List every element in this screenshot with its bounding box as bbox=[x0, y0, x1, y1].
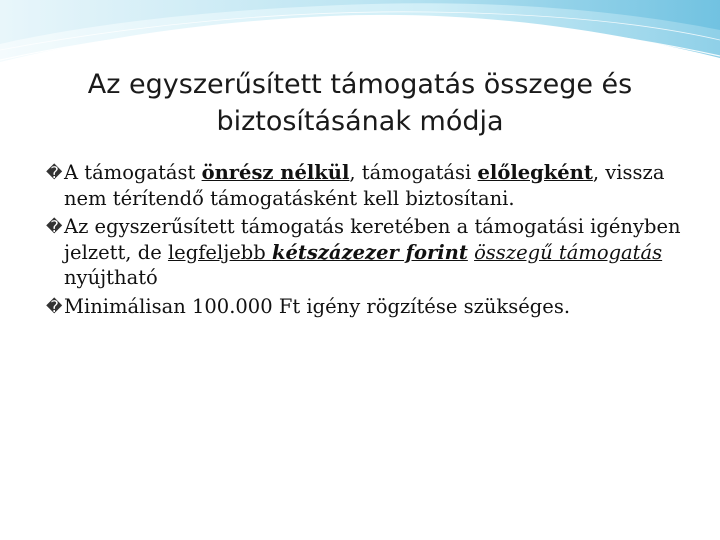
text-run: A támogatást bbox=[64, 161, 202, 184]
bullet-marker-icon: � bbox=[46, 296, 63, 316]
text-run: , támogatási bbox=[349, 161, 478, 184]
emphasis-onresz-nelkul: önrész nélkül bbox=[201, 161, 350, 184]
bullet-item-1-text bbox=[64, 161, 664, 210]
bullet-item-2-text bbox=[64, 215, 681, 289]
text-run: Minimálisan 100.000 Ft igény rögzítése szükséges. bbox=[64, 294, 571, 318]
bullet-item-3 bbox=[46, 294, 686, 320]
bullet-marker-icon: � bbox=[46, 163, 63, 182]
emphasis-osszegu-tamogatas: összegű támogatás bbox=[474, 240, 663, 264]
bullet-item-3-text bbox=[64, 295, 570, 318]
slide-title: Az egyszerűsített támogatás összege és biztosításának módja bbox=[87, 69, 633, 137]
text-run: , vissza nem térítendő támogatásként kell biztosítani. bbox=[64, 161, 665, 210]
bullet-item-1 bbox=[46, 160, 686, 211]
emphasis-eloleg: előlegként bbox=[477, 161, 593, 184]
bullet-item-2 bbox=[46, 214, 686, 291]
emphasis-legfeljebb: legfeljebb bbox=[167, 240, 272, 264]
bullet-marker-icon: � bbox=[46, 217, 63, 236]
emphasis-ketszazezer-forint: kétszázezer forint bbox=[271, 240, 468, 264]
slide-body bbox=[46, 160, 686, 322]
text-run: nyújtható bbox=[64, 266, 158, 289]
text-run: Az egyszerűsített támogatás keretében a támogatási igényben jelzett, de bbox=[64, 215, 681, 264]
